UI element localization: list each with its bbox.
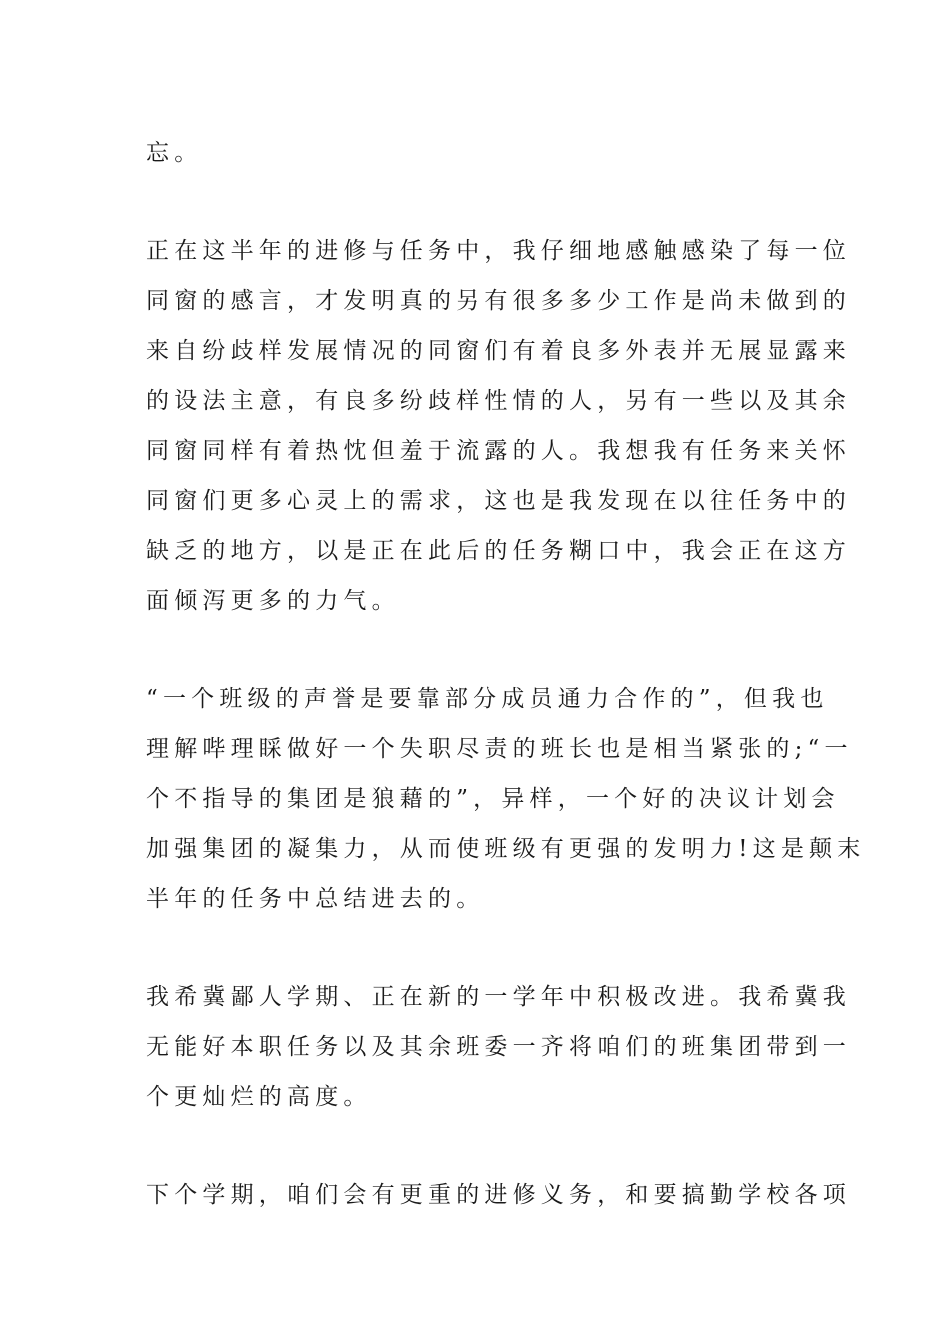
paragraph-2-line-3: 来自纷歧样发展情况的同窗们有着良多外表并无展显露来 (146, 338, 851, 364)
paragraph-2-line-2: 同窗的感言，才发明真的另有很多多少工作是尚未做到的 (146, 288, 851, 314)
paragraph-4-line-3: 个更灿烂的高度。 (146, 1084, 372, 1110)
paragraph-3-line-1: “一个班级的声誉是要靠部分成员通力合作的”，但我也 (146, 686, 829, 712)
paragraph-2-line-7: 缺乏的地方，以是正在此后的任务糊口中，我会正在这方 (146, 538, 851, 564)
paragraph-4-line-2: 无能好本职任务以及其余班委一齐将咱们的班集团带到一 (146, 1034, 851, 1060)
paragraph-2-line-8: 面倾泻更多的力气。 (146, 588, 400, 614)
paragraph-3-line-3: 个不指导的集团是狼藉的”，异样，一个好的决议计划会 (146, 786, 840, 812)
paragraph-3-line-4: 加强集团的凝集力，从而使班级有更强的发明力!这是颠末 (146, 836, 866, 862)
paragraph-2-line-6: 同窗们更多心灵上的需求，这也是我发现在以往任务中的 (146, 488, 851, 514)
paragraph-2-line-1: 正在这半年的进修与任务中，我仔细地感触感染了每一位 (146, 238, 851, 264)
paragraph-4-line-1: 我希冀鄙人学期、正在新的一学年中积极改进。我希冀我 (146, 984, 851, 1010)
paragraph-3-line-2: 理解哔理睬做好一个失职尽责的班长也是相当紧张的;“一 (146, 736, 853, 762)
paragraph-1-line-1: 忘。 (146, 140, 203, 166)
paragraph-5-line-1: 下个学期，咱们会有更重的进修义务，和要搞勤学校各项 (146, 1182, 851, 1208)
paragraph-2-line-5: 同窗同样有着热忱但羞于流露的人。我想我有任务来关怀 (146, 438, 851, 464)
paragraph-2-line-4: 的设法主意，有良多纷歧样性情的人，另有一些以及其余 (146, 388, 851, 414)
paragraph-3-line-5: 半年的任务中总结进去的。 (146, 886, 485, 912)
